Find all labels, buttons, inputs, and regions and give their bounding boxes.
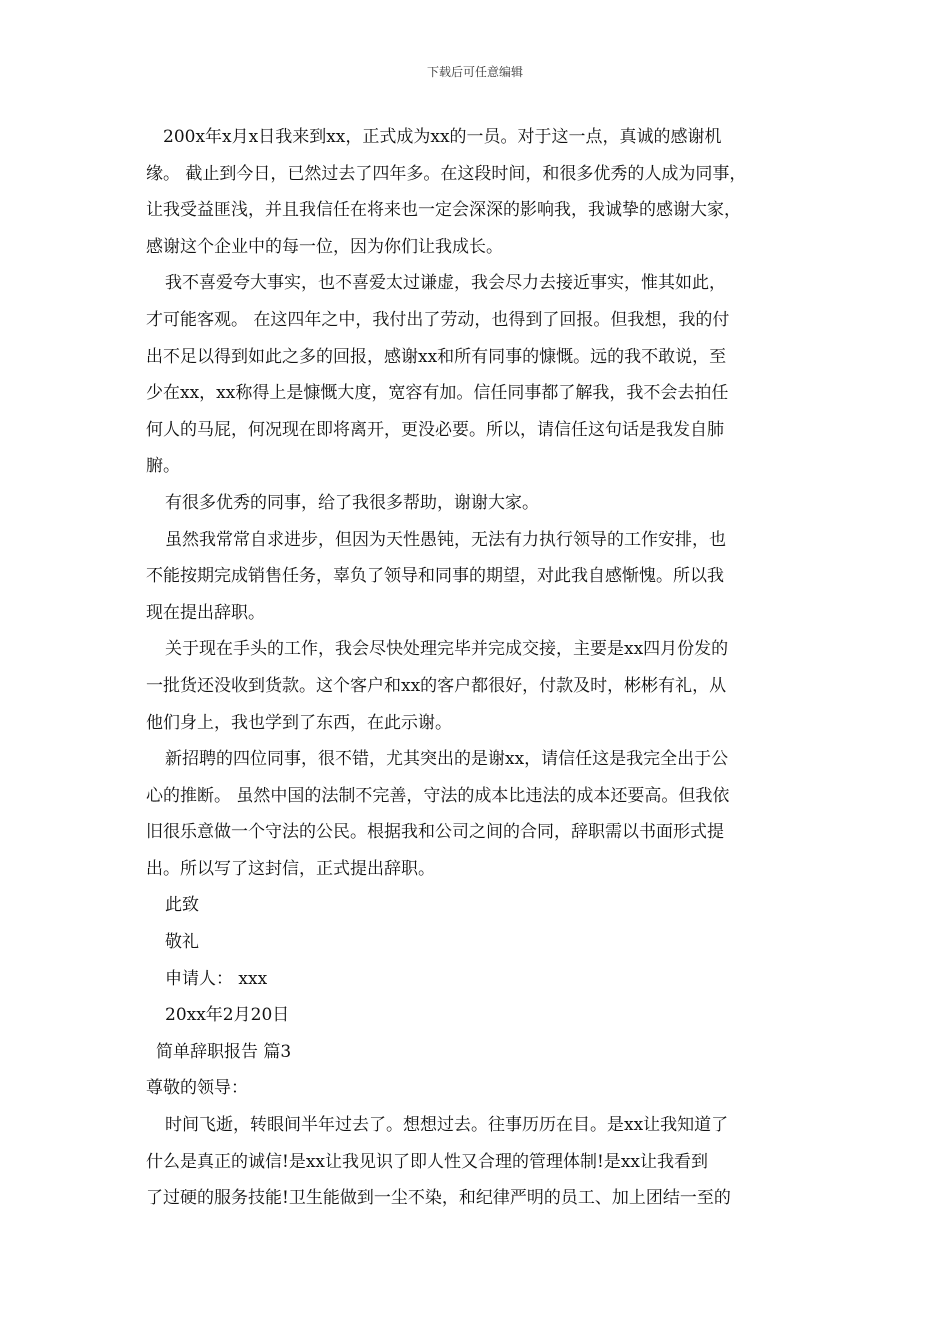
paragraph-line: 少在xx，xx称得上是慷慨大度，宽容有加。信任同事都了解我，我不会去拍任 [146, 383, 729, 404]
closing-regards: 敬礼 [165, 932, 199, 953]
paragraph-line: 心的推断。 虽然中国的法制不完善，守法的成本比违法的成本还要高。但我依 [146, 785, 730, 806]
paragraph-line: 让我受益匪浅，并且我信任在将来也一定会深深的影响我，我诚挚的感谢大家， [146, 200, 741, 221]
paragraph-line: 不能按期完成销售任务，辜负了领导和同事的期望，对此我自感惭愧。所以我 [146, 566, 724, 587]
paragraph-line: 有很多优秀的同事，给了我很多帮助，谢谢大家。 [165, 492, 539, 513]
applicant-signature: 申请人： xxx [165, 968, 268, 989]
paragraph-line: 一批货还没收到货款。这个客户和xx的客户都很好，付款及时，彬彬有礼，从 [146, 675, 727, 696]
paragraph-line: 腑。 [146, 456, 180, 477]
paragraph-line: 出不足以得到如此之多的回报，感谢xx和所有同事的慷慨。远的我不敢说，至 [146, 346, 727, 367]
paragraph-line: 旧很乐意做一个守法的公民。根据我和公司之间的合同，辞职需以书面形式提 [146, 822, 724, 843]
section-title: 简单辞职报告 篇3 [156, 1041, 292, 1062]
letter-date: 20xx年2月20日 [165, 1005, 290, 1026]
paragraph-line: 我不喜爱夸大事实，也不喜爱太过谦虚，我会尽力去接近事实，惟其如此， [165, 273, 726, 294]
paragraph-line: 什么是真正的诚信!是xx让我见识了即人性又合理的管理体制!是xx让我看到 [146, 1151, 709, 1172]
paragraph-line: 何人的马屁，何况现在即将离开，更没必要。所以，请信任这句话是我发自肺 [146, 419, 724, 440]
paragraph-line: 感谢这个企业中的每一位，因为你们让我成长。 [146, 236, 503, 257]
paragraph-line: 现在提出辞职。 [146, 602, 265, 623]
paragraph-line: 时间飞逝，转眼间半年过去了。想想过去。往事历历在目。是xx让我知道了 [165, 1115, 729, 1136]
paragraph-line: 虽然我常常自求进步，但因为天性愚钝，无法有力执行领导的工作安排，也 [165, 529, 726, 550]
paragraph-line: 关于现在手头的工作，我会尽快处理完毕并完成交接，主要是xx四月份发的 [165, 639, 729, 660]
document-body [146, 119, 814, 1217]
paragraph-line: 了过硬的服务技能!卫生能做到一尘不染，和纪律严明的员工、加上团结一至的 [146, 1188, 731, 1209]
paragraph-line: 他们身上，我也学到了东西，在此示谢。 [146, 712, 452, 733]
paragraph-line: 新招聘的四位同事，很不错，尤其突出的是谢xx，请信任这是我完全出于公 [165, 749, 729, 770]
paragraph-line: 缘。 截止到今日，已然过去了四年多。在这段时间，和很多优秀的人成为同事， [146, 163, 747, 184]
paragraph-line: 200x年x月x日我来到xx，正式成为xx的一员。对于这一点，真诚的感谢机 [163, 127, 722, 147]
paragraph-line: 出。所以写了这封信，正式提出辞职。 [146, 858, 435, 879]
paragraph-line: 才可能客观。 在这四年之中，我付出了劳动，也得到了回报。但我想，我的付 [146, 309, 730, 330]
letter-greeting: 尊敬的领导： [146, 1078, 248, 1099]
closing-salutation: 此致 [165, 895, 199, 916]
page-header: 下载后可任意编辑 [426, 65, 523, 79]
